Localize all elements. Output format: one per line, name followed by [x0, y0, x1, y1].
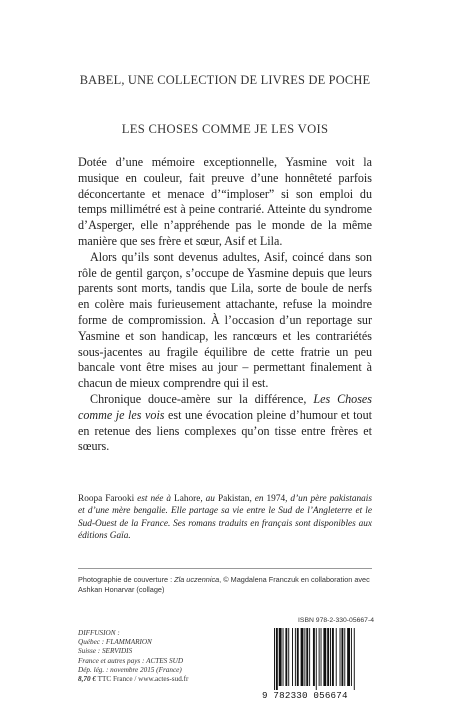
legal-deposit: Dép. lég. : novembre 2015 (France) — [78, 665, 182, 674]
barcode-bar — [285, 628, 287, 686]
bio-city: Lahore — [174, 494, 201, 504]
barcode-bar — [306, 628, 308, 686]
barcode-bar — [295, 628, 296, 686]
divider — [78, 568, 372, 569]
barcode-digits: 9 782330 056674 — [262, 690, 348, 701]
barcode-bar — [309, 628, 310, 686]
barcode-bar — [283, 628, 284, 686]
distribution-info — [78, 629, 238, 684]
barcode-bar — [321, 628, 322, 686]
barcode-bar — [330, 628, 331, 686]
bio-text: père pakistanais et d’une mère bengalie. Elle partage sa vie entre le Sud de l’Angleterre et le Sud-Ouest de la France. Ses romans traduits en français sont disponibles aux éditions Gaïa. — [78, 494, 372, 541]
barcode-bar — [344, 628, 345, 686]
blurb-paragraph-1: Dotée d’une mémoire exceptionnelle, Yasmine voit la musique en couleur, fait preuve d’une honnêteté parfois déconcertante et menace d’“imploser” si son emploi du temps millimétré est à peine contrarié. Atteinte du syndrome d’Asperger, elle n’appréhende pas le monde de la même manière que ses frère et sœur, Asif et Lila. — [78, 155, 372, 248]
blurb-paragraph-3 — [78, 392, 372, 455]
barcode-bar — [316, 628, 317, 690]
bio-country: Pakistan — [217, 494, 250, 504]
barcode-bar — [340, 628, 341, 686]
bio-text: , au — [200, 494, 218, 504]
isbn: ISBN 978-2-330-05667-4 — [298, 617, 374, 624]
collection-line: BABEL, UNE COLLECTION DE LIVRES DE POCHE — [79, 73, 371, 87]
blurb-p3-text-end: est une évocation pleine d’humour et tout en retenue des liens complexes qu’on tisse entre frères et sœurs. — [78, 407, 372, 454]
barcode-bar — [274, 628, 275, 690]
barcode-bar — [341, 628, 343, 686]
book-title: LES CHOSES COMME JE LES VOIS — [121, 122, 329, 136]
barcode-bar — [327, 628, 329, 686]
bio-text: , d’un — [285, 494, 311, 504]
barcode-bar — [319, 628, 320, 686]
bio-year: 1974 — [266, 494, 286, 504]
credit-photo-title: Zla uczennica — [174, 575, 220, 584]
barcode-bar — [276, 628, 278, 690]
blurb-p3-title: Les Choses comme je les vois — [78, 391, 373, 422]
barcode-bar — [354, 628, 355, 690]
credit-label: Photographie de couverture : — [78, 575, 175, 584]
distribution-heading: DIFFUSION : — [78, 629, 120, 637]
price-value: 8,70 € — [78, 675, 96, 684]
barcode-image — [270, 628, 378, 690]
bio-text: est née à — [134, 494, 175, 504]
barcode-bar — [297, 628, 299, 686]
barcode-bar — [332, 628, 334, 686]
blurb-p3-text: Chronique douce-amère sur la différence, — [90, 391, 314, 406]
barcode-bar — [347, 628, 350, 686]
barcode-bar — [313, 628, 315, 686]
barcode-bar — [301, 628, 304, 686]
barcode-bar — [304, 628, 305, 686]
barcode-bar — [292, 628, 293, 686]
distribution-quebec: Québec : FLAMMARION — [78, 638, 152, 647]
barcode-bars — [270, 628, 378, 690]
distribution-suisse: Suisse : SERVIDIS — [78, 647, 133, 656]
barcode-bar — [288, 628, 289, 686]
distribution-france: France et autres pays : ACTES SUD — [78, 656, 184, 665]
back-cover-blurb — [78, 155, 372, 455]
price-line — [78, 675, 238, 684]
barcode-bar — [279, 628, 282, 686]
barcode-bar — [323, 628, 326, 686]
barcode-bar — [336, 628, 337, 686]
barcode-bar — [351, 628, 352, 686]
price-text: TTC France / www.actes-sud.fr — [95, 675, 189, 684]
blurb-paragraph-2: Alors qu’ils sont devenus adultes, Asif, coincé dans son rôle de gentil garçon, s’occupe de Yasmine depuis que leurs parents sont morts, tandis que Lila, sorte de boule de nerfs en colère mais furieusement attachante, refuse la moindre forme de compromission. À l’occasion d’un reportage sur Yasmine et son handicap, les rancœurs et les contrariétés sous-jacentes au fragile équilibre de cette fratrie un peu bancale vont être mises au jour – permettant finalement à chacun de mieux comprendre qui il est. — [78, 249, 372, 391]
author-bio — [78, 493, 372, 542]
bio-text: , en — [249, 494, 267, 504]
author-name: Roopa Farooki — [78, 494, 135, 504]
cover-credit — [78, 575, 372, 595]
credit-text: , © Magdalena Franczuk en collaboration avec Ashkan Honarvar (collage) — [78, 575, 370, 594]
